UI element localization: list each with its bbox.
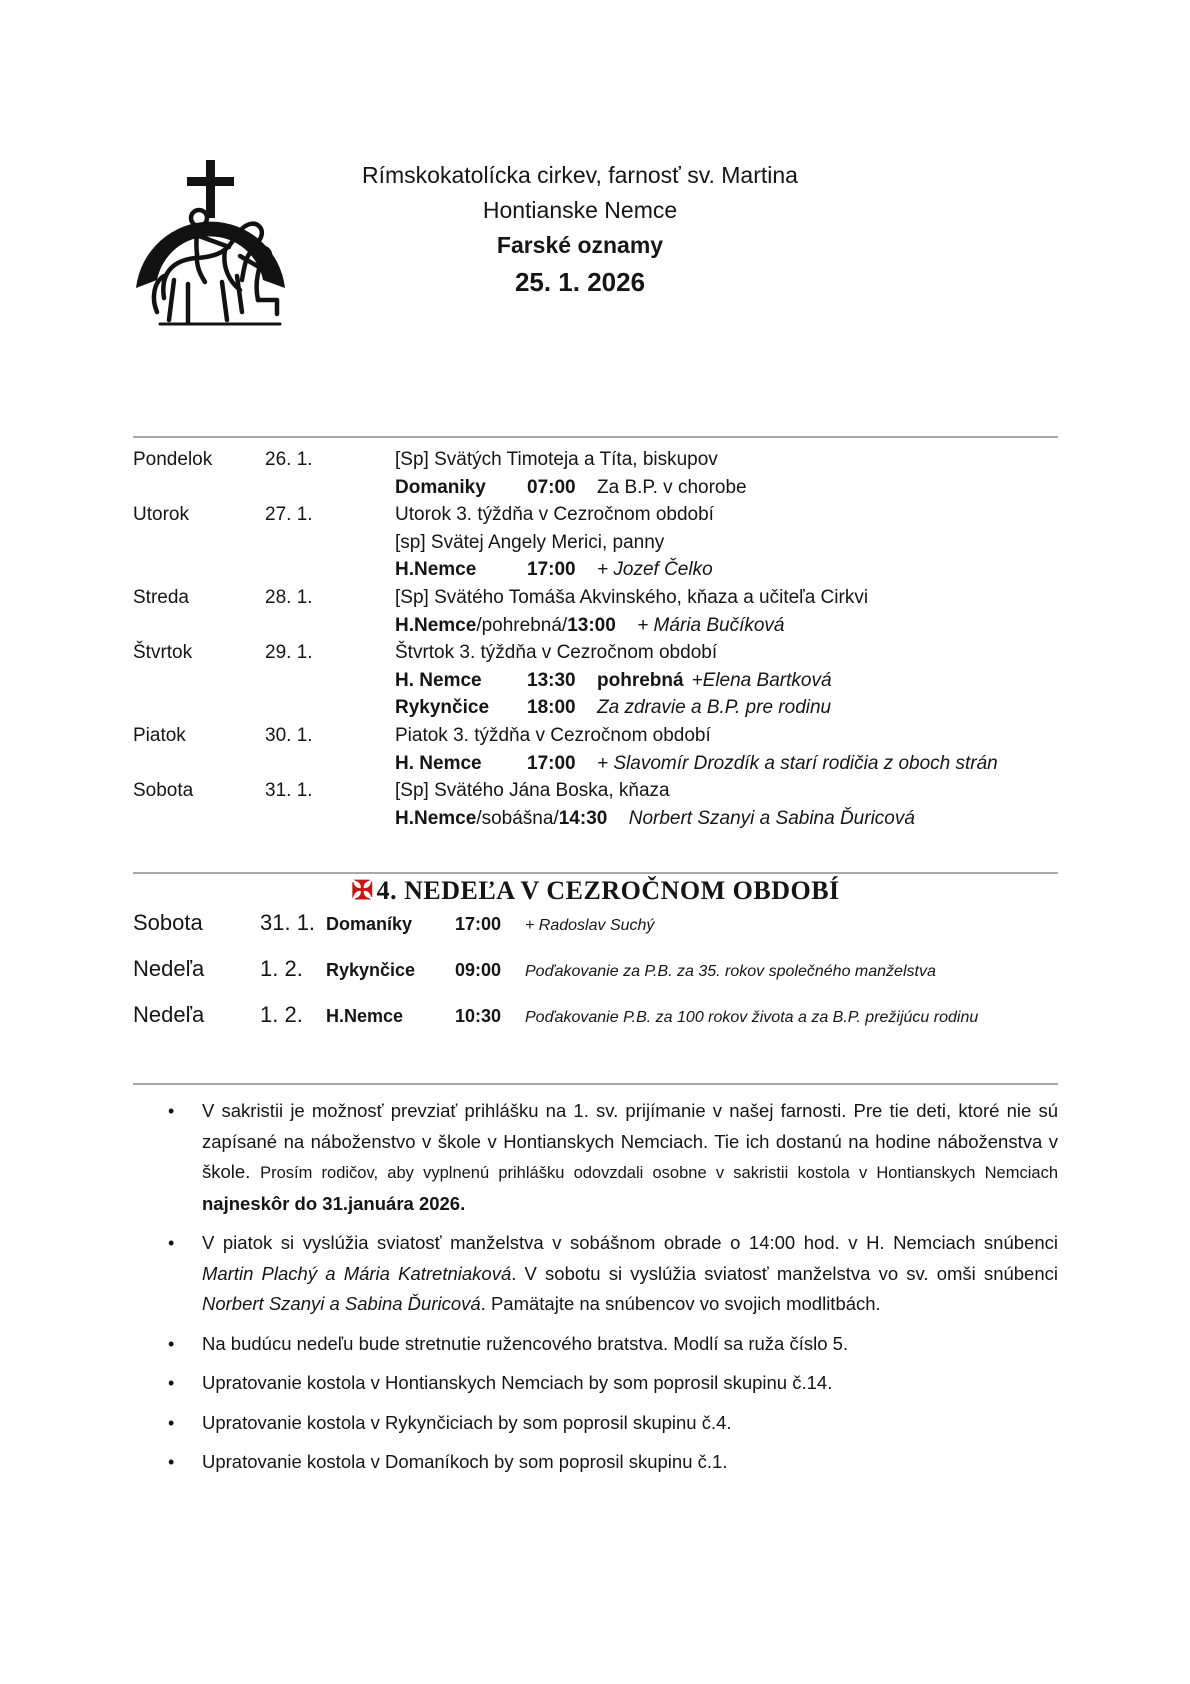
bullet-item [168, 1368, 1058, 1399]
date-cell: 30. 1. [265, 724, 313, 746]
parish-title: Rímskokatolícka cirkev, farnosť sv. Martina [362, 162, 798, 188]
time-label: 13:30 [527, 669, 576, 691]
bullet-text [202, 1096, 1058, 1219]
schedule-row [133, 777, 1068, 832]
announcements-list [168, 1096, 1058, 1487]
place-name: Rykynčice [395, 697, 490, 719]
intention-text: Poďakovanie P.B. za 100 rokov života a za B.P. prežijúcu rodinu [525, 1009, 979, 1026]
section-title-text: 4. NEDEĽA V CEZROČNOM OBDOBÍ [376, 876, 840, 905]
text-segment: Upratovanie kostola v Hontianskych Nemciach by som poprosil skupinu č.14. [202, 1372, 833, 1393]
place-name: H. Nemce [395, 752, 482, 774]
intention-text: + Mária Bučíková [637, 614, 785, 636]
schedule-row [133, 584, 1068, 639]
bullet-text [202, 1408, 1058, 1439]
mass-line [395, 474, 1068, 502]
content-cell [395, 639, 1068, 722]
bullet-text [202, 1447, 1058, 1478]
text-segment: Prosím rodičov, aby vyplnenú prihlášku odovzdali osobne v sakristii kostola v Hontianskych Nemciach [260, 1164, 1058, 1182]
bulletin-date: 25. 1. 2026 [514, 267, 646, 297]
bullet-text [202, 1329, 1058, 1360]
bullet-item [168, 1447, 1058, 1478]
feast-line: [sp] Svätej Angely Merici, panny [395, 531, 665, 553]
day-cell: Nedeľa [133, 1002, 205, 1027]
sunday-row [133, 910, 1068, 956]
date-cell: 27. 1. [265, 504, 313, 526]
schedule-row [133, 501, 1068, 584]
text-segment: V sakristii je možnosť prevziať prihlášku na 1. sv. prijímanie v našej farnosti. Pre tie deti, ktoré nie sú zapísané na náboženstvo v škole v Hontianskych Nemciach. Tie ich dostanú na hodine náboženstva v škole. [202, 1100, 1058, 1182]
feast-line: [Sp] Svätého Jána Boska, kňaza [395, 780, 670, 802]
text-segment: . Pamätajte na snúbencov vo svojich modlitbách. [480, 1293, 881, 1314]
time-label: 18:00 [527, 697, 576, 719]
text-segment: najneskôr do 31.januára 2026. [202, 1192, 466, 1214]
feast-line: Utorok 3. týždňa v Cezročnom období [395, 504, 714, 526]
bullet-marker: • [168, 1333, 175, 1354]
intention-text: + Radoslav Suchý [525, 917, 655, 934]
bullet-item [168, 1408, 1058, 1439]
section-title [133, 876, 1058, 906]
day-cell: Nedeľa [133, 956, 205, 981]
feast-line: Štvrtok 3. týždňa v Cezročnom období [395, 642, 718, 664]
bullet-marker: • [168, 1412, 175, 1433]
feast-line: [Sp] Svätých Timoteja a Títa, biskupov [395, 449, 718, 470]
mass-line [395, 694, 1068, 722]
content-cell [395, 584, 1068, 639]
intention-text: Za zdravie a B.P. pre rodinu [597, 697, 832, 719]
date-cell: 29. 1. [265, 642, 313, 664]
place-name: H.Nemce [395, 807, 477, 829]
place-name: Domaniky [395, 476, 486, 498]
sunday-row [133, 956, 1068, 1002]
text-segment: V piatok si vyslúžia sviatosť manželstva v sobášnom obrade o 14:00 hod. v H. Nemciach snúbenci [202, 1232, 1058, 1253]
intention-text: + Slavomír Drozdík a starí rodičia z oboch strán [597, 752, 998, 774]
parish-location: Hontianske Nemce [482, 197, 678, 223]
day-cell: Sobota [133, 910, 203, 935]
document-header [170, 158, 990, 301]
place-name: H.Nemce [395, 559, 477, 581]
mass-line [395, 750, 1068, 778]
bullet-text [202, 1228, 1058, 1320]
bullet-marker: • [168, 1452, 175, 1472]
place-name: H. Nemce [395, 669, 482, 691]
time-label: 17:00 [527, 559, 576, 581]
sunday-schedule [133, 910, 1068, 1048]
time-label: 09:00 [455, 960, 502, 980]
place-label [395, 474, 527, 502]
day-cell: Pondelok [133, 449, 213, 470]
date-cell: 31. 1. [265, 780, 313, 802]
day-cell: Streda [133, 586, 189, 608]
place-label [395, 750, 527, 778]
day-cell: Utorok [133, 504, 189, 526]
date-cell: 28. 1. [265, 586, 313, 608]
date-cell: 1. 2. [260, 956, 303, 981]
bullet-text [202, 1368, 1058, 1399]
schedule-row [133, 446, 1068, 501]
content-cell [395, 722, 1068, 777]
maltese-cross-icon: ✠ [351, 876, 374, 905]
date-cell: 1. 2. [260, 1002, 303, 1027]
divider-top [133, 436, 1058, 438]
mass-line [395, 667, 1068, 695]
schedule-row [133, 722, 1068, 777]
time-label: 17:00 [527, 752, 576, 774]
divider-bottom [133, 1083, 1058, 1085]
place-suffix: /pohrebná/ [476, 614, 568, 636]
content-cell [395, 777, 1068, 832]
mass-line [395, 612, 1068, 640]
divider-middle [133, 872, 1058, 874]
place-suffix: /sobášna/ [476, 807, 559, 829]
text-segment: Martin Plachý a Mária Katretniaková [202, 1262, 512, 1284]
place-label [395, 694, 527, 722]
place-name: H.Nemce [395, 614, 477, 636]
text-segment: Upratovanie kostola v Domaníkoch by som poprosil skupinu č.1. [202, 1451, 728, 1472]
text-segment: Na budúcu nedeľu bude stretnutie ružencového bratstva. Modlí sa ruža číslo 5. [202, 1332, 849, 1354]
text-segment: Upratovanie kostola v Rykynčiciach by som poprosil skupinu č.4. [202, 1411, 732, 1433]
date-cell: 26. 1. [265, 449, 313, 470]
day-cell: Piatok [133, 724, 186, 746]
bullet-item [168, 1329, 1058, 1360]
bullet-marker: • [168, 1101, 175, 1121]
feast-line: [Sp] Svätého Tomáša Akvinského, kňaza a učiteľa Cirkvi [395, 586, 869, 608]
time-label: 17:00 [455, 914, 502, 934]
content-cell [395, 501, 1068, 584]
text-segment: . V sobotu si vyslúžia sviatosť manželstva vo sv. omši snúbenci [511, 1262, 1058, 1284]
time-label: 13:00 [567, 614, 616, 636]
sunday-row [133, 1002, 1068, 1048]
intention-text: + Jozef Čelko [597, 559, 713, 581]
place-label [395, 612, 567, 640]
bullet-item [168, 1228, 1058, 1320]
place-label: Domaníky [326, 914, 413, 934]
place-label [395, 805, 559, 833]
intention-text: Norbert Szanyi a Sabina Ďuricová [628, 807, 915, 829]
intention-text: +Elena Bartková [691, 669, 832, 691]
bulletin-title: Farské oznamy [496, 232, 664, 258]
place-label [395, 667, 527, 695]
bullet-marker: • [168, 1373, 175, 1393]
mass-line [395, 805, 1068, 833]
bullet-marker: • [168, 1233, 175, 1253]
place-label: Rykynčice [326, 960, 416, 980]
feast-line: Piatok 3. týždňa v Cezročnom období [395, 724, 711, 746]
time-label: 14:30 [558, 807, 608, 829]
date-cell: 31. 1. [260, 910, 316, 935]
place-label: H.Nemce [326, 1006, 404, 1026]
service-type-label: pohrebná [597, 669, 684, 691]
mass-line [395, 556, 1068, 584]
time-label: 07:00 [527, 476, 576, 498]
week-schedule [133, 446, 1068, 832]
text-segment: Norbert Szanyi a Sabina Ďuricová [202, 1293, 481, 1314]
schedule-row [133, 639, 1068, 722]
content-cell [395, 446, 1068, 501]
time-label: 10:30 [455, 1006, 502, 1026]
day-cell: Štvrtok [133, 642, 193, 664]
bullet-item [168, 1096, 1058, 1219]
intention-text: Za B.P. v chorobe [597, 476, 747, 498]
intention-text: Poďakovanie za P.B. za 35. rokov společného manželstva [525, 963, 936, 980]
day-cell: Sobota [133, 780, 194, 802]
place-label [395, 556, 527, 584]
